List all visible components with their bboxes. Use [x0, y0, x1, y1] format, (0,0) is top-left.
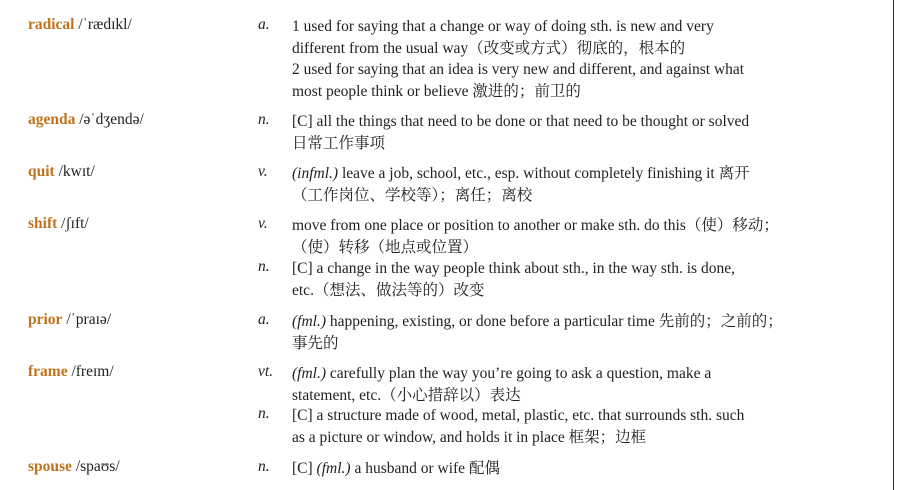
definition-line: statement, etc.（小心措辞以）表达	[292, 386, 521, 404]
definition-text: a husband or wife 配偶	[350, 460, 500, 477]
part-of-speech: n.	[258, 111, 270, 128]
headword-word: spouse	[28, 458, 72, 475]
definition-text: happening, existing, or done before a particular time 先前的；之前的；	[326, 313, 783, 330]
definition-line: most people think or believe 激进的；前卫的	[292, 82, 581, 100]
definition	[292, 405, 837, 448]
grammar-code: [C]	[292, 460, 317, 477]
headword	[28, 311, 111, 329]
part-of-speech: n.	[258, 258, 270, 275]
headword-word: quit	[28, 163, 55, 180]
definition	[292, 258, 837, 301]
definition	[292, 458, 837, 480]
definition-line	[292, 458, 837, 480]
headword-phonetic: /ˈpraɪə/	[66, 311, 112, 328]
definition-line: [C] a structure made of wood, metal, plastic, etc. that surrounds sth. such	[292, 407, 745, 424]
part-of-speech: a.	[258, 16, 270, 33]
headword-phonetic: /kwɪt/	[58, 163, 95, 180]
headword	[28, 458, 120, 476]
headword	[28, 215, 89, 233]
headword-phonetic: /freɪm/	[71, 363, 114, 380]
headword	[28, 111, 144, 129]
part-of-speech: v.	[258, 215, 268, 232]
page-edge-rule	[893, 0, 894, 490]
headword-phonetic: /əˈdʒendə/	[79, 111, 144, 128]
definition-line: 事先的	[292, 334, 339, 352]
definition-line	[292, 311, 837, 333]
definition	[292, 16, 837, 102]
headword-word: agenda	[28, 111, 76, 128]
definition-line	[292, 363, 837, 385]
definition-line: [C] all the things that need to be done or that need to be thought or solved	[292, 113, 750, 130]
usage-label: (fml.)	[292, 365, 327, 382]
headword-word: prior	[28, 311, 63, 328]
headword-phonetic: /ʃɪft/	[61, 215, 89, 232]
definition-text: carefully plan the way you’re going to ask a question, make a	[326, 365, 712, 382]
headword-word: radical	[28, 16, 75, 33]
definition-text: leave a job, school, etc., esp. without completely finishing it 离开	[338, 165, 750, 182]
part-of-speech: a.	[258, 311, 270, 328]
headword-word: shift	[28, 215, 58, 232]
definition-line: as a picture or window, and holds it in place 框架；边框	[292, 428, 647, 446]
definition-line: etc.（想法、做法等的）改变	[292, 281, 485, 299]
headword	[28, 163, 95, 181]
definition-line	[292, 163, 837, 185]
headword-phonetic: /spaʊs/	[75, 458, 120, 475]
definition	[292, 111, 837, 154]
definition-line: different from the usual way（改变或方式）彻底的，根本的	[292, 39, 686, 57]
definition-line: 日常工作事项	[292, 134, 386, 152]
definition	[292, 363, 837, 406]
part-of-speech: n.	[258, 458, 270, 475]
definition-line: （工作岗位、学校等）；离任；离校	[292, 186, 533, 204]
usage-label: (infml.)	[292, 165, 339, 182]
headword	[28, 16, 132, 34]
definition-line: move from one place or position to another or make sth. do this（使）移动；	[292, 217, 779, 234]
definition	[292, 163, 837, 206]
definition-line: 1 used for saying that a change or way of doing sth. is new and very	[292, 18, 714, 35]
definition-line: [C] a change in the way people think about sth., in the way sth. is done,	[292, 260, 735, 277]
definition	[292, 215, 837, 258]
definition-line: （使）转移（地点或位置）	[292, 238, 479, 256]
definition	[292, 311, 837, 354]
definition-line: 2 used for saying that an idea is very new and different, and against what	[292, 61, 745, 78]
usage-label: (fml.)	[316, 460, 351, 477]
part-of-speech: v.	[258, 163, 268, 180]
part-of-speech: n.	[258, 405, 270, 422]
headword-phonetic: /ˈrædɪkl/	[78, 16, 132, 33]
headword-word: frame	[28, 363, 68, 380]
usage-label: (fml.)	[292, 313, 327, 330]
headword	[28, 363, 114, 381]
part-of-speech: vt.	[258, 363, 274, 380]
